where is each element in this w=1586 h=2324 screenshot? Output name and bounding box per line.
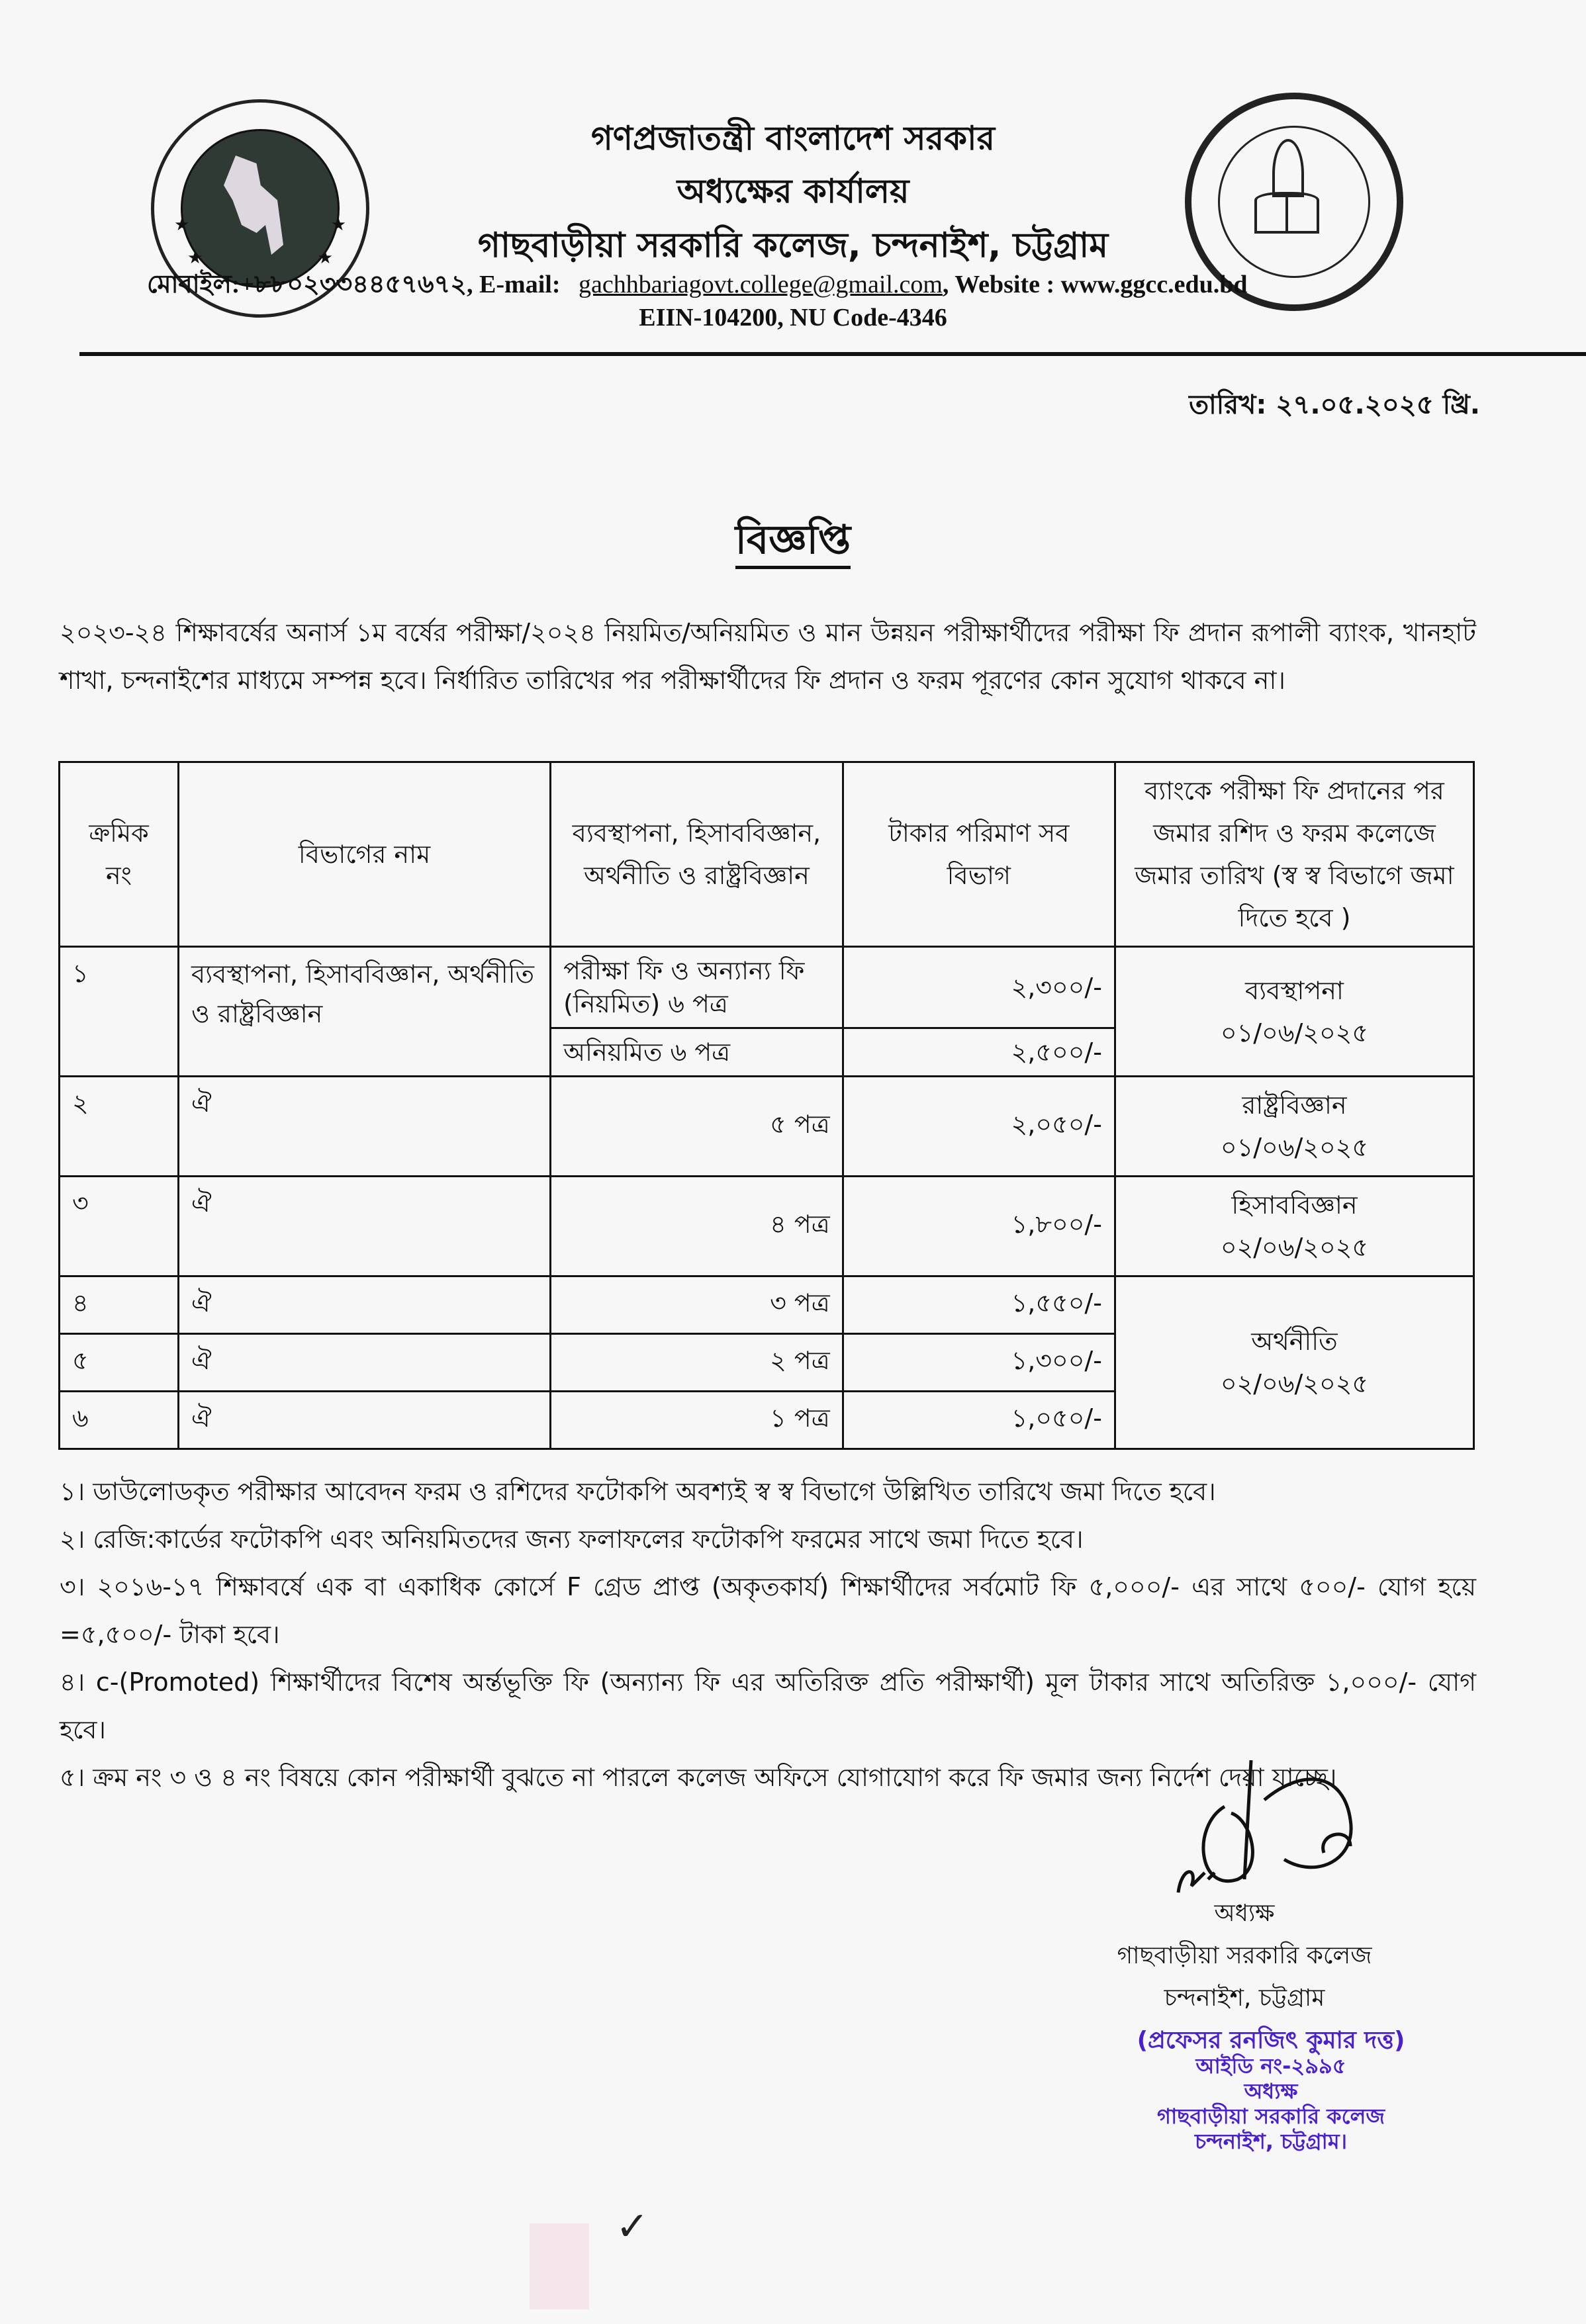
signature-scribble-icon xyxy=(1152,1760,1417,1906)
cell-papers: ৪ পত্র xyxy=(551,1177,843,1276)
official-seal-stamp xyxy=(1099,2028,1443,2154)
cell-dept: ঐ xyxy=(179,1276,551,1334)
papers-irregular: অনিয়মিত ৬ পত্র xyxy=(563,1038,731,1067)
header-subjects: ব্যবস্থাপনা, হিসাববিজ্ঞান, অর্থনীতি ও রাষ্ট্রবিজ্ঞান xyxy=(551,762,843,947)
mobile-number: মোবাইল:+৮৮০২৩৩৪৪৫৭৬৭২, xyxy=(147,271,473,298)
deadline-cell xyxy=(1115,1077,1473,1177)
cell-dept: ঐ xyxy=(179,1077,551,1177)
email-link[interactable]: gachhbariagovt.college@gmail.com xyxy=(578,271,943,298)
deadline-cell xyxy=(1115,1177,1473,1276)
cell-sl: ৫ xyxy=(60,1334,179,1392)
papers-regular: পরীক্ষা ফি ও অন্যান্য ফি (নিয়মিত) ৬ পত্র xyxy=(551,948,841,1029)
note-item: ৫। ক্রম নং ৩ ও ৪ নং বিষয়ে কোন পরীক্ষার্থী বুঝতে না পারলে কলেজ অফিসে যোগাযোগ করে ফি জমার জন্য নির্দেশ দেয়া যাচ্ছে। xyxy=(60,1763,1337,1792)
eiin-code: EIIN-104200, NU Code-4346 xyxy=(639,304,947,332)
seal-name: (প্রফেসর রনজিৎ কুমার দত্ত) xyxy=(1137,2027,1405,2054)
cell-dept: ঐ xyxy=(179,1392,551,1449)
deadline-dept: অর্থনীতি xyxy=(1251,1327,1338,1356)
cell-dept: ব্যবস্থাপনা, হিসাববিজ্ঞান, অর্থনীতি ও রাষ্ট্রবিজ্ঞান xyxy=(179,947,551,1077)
deadline-date: ০১/০৬/২০২৫ xyxy=(1220,1018,1369,1048)
cell-papers xyxy=(551,947,843,1077)
cell-papers: ২ পত্র xyxy=(551,1334,843,1392)
checkmark-icon: ✓ xyxy=(616,2204,649,2250)
cell-papers: ১ পত্র xyxy=(551,1392,843,1449)
intro-paragraph: ২০২৩-২৪ শিক্ষাবর্ষের অনার্স ১ম বর্ষের পরীক্ষা/২০২৪ নিয়মিত/অনিয়মিত ও মান উন্নয়ন পরীক্ষার্থীদের পরীক্ষা ফি প্রদান রূপালী ব্যাংক, খানহাট শাখা, চন্দনাইশের মাধ্যমে সম্পন্ন হবে। নির্ধারিত তারিখের পর পরীক্ষার্থীদের ফি প্রদান ও ফরম পূরণের কোন সুযোগ থাকবে না। xyxy=(60,618,1476,695)
deadline-date: ০১/০৬/২০২৫ xyxy=(1220,1133,1369,1162)
email-label: E-mail: xyxy=(479,271,561,298)
header-divider xyxy=(79,352,1586,356)
seal-designation: অধ্যক্ষ xyxy=(1244,2078,1298,2104)
seal-college: গাছবাড়ীয়া সরকারি কলেজ xyxy=(1156,2104,1385,2129)
cell-sl: ৩ xyxy=(60,1177,179,1276)
note-item: ৩। ২০১৬-১৭ শিক্ষাবর্ষে এক বা একাধিক কোর্সে F গ্রেড প্রাপ্ত (অকৃতকার্য) শিক্ষার্থীদের সর্বমোট ফি ৫,০০০/- এর সাথে ৫০০/- যোগ হয়ে =৫,৫০০/- টাকা হবে। xyxy=(60,1572,1476,1649)
deadline-dept: ব্যবস্থাপনা xyxy=(1244,975,1344,1005)
cell-amount: ১,৫৫০/- xyxy=(843,1276,1115,1334)
header-deadline: ব্যাংকে পরীক্ষা ফি প্রদানের পর জমার রশিদ ও ফরম কলেজে জমার তারিখ (স্ব স্ব বিভাগে জমা দিতে হবে ) xyxy=(1115,762,1473,947)
notice-date: তারিখ: ২৭.০৫.২০২৫ খ্রি. xyxy=(1189,390,1480,420)
seal-location: চন্দনাইশ, চট্টগ্রাম। xyxy=(1194,2129,1348,2154)
signatory-college: গাছবাড়ীয়া সরকারি কলেজ xyxy=(1117,1942,1372,1969)
notice-title xyxy=(0,510,1586,576)
signature-block xyxy=(1059,1893,1430,2020)
table-row xyxy=(60,1177,1474,1276)
contact-line xyxy=(147,265,1248,307)
cell-amount: ১,৩০০/- xyxy=(843,1334,1115,1392)
cell-dept: ঐ xyxy=(179,1334,551,1392)
deadline-date: ০২/০৬/২০২৫ xyxy=(1220,1369,1369,1398)
signatory-designation: অধ্যক্ষ xyxy=(1214,1900,1275,1927)
header-dept: বিভাগের নাম xyxy=(179,762,551,947)
office-name: অধ্যক্ষের কার্যালয় xyxy=(676,172,910,210)
cell-amount: ১,৮০০/- xyxy=(843,1177,1115,1276)
notes-list xyxy=(60,1468,1476,1801)
note-item: ১। ডাউলোডকৃত পরীক্ষার আবেদন ফরম ও রশিদের ফটোকপি অবশ্যই স্ব স্ব বিভাগে উল্লিখিত তারিখে জমা দিতে হবে। xyxy=(60,1477,1216,1506)
amount-irregular: ২,৫০০/- xyxy=(1011,1038,1102,1067)
fee-table xyxy=(58,761,1475,1450)
cell-amount: ১,০৫০/- xyxy=(843,1392,1115,1449)
table-row xyxy=(60,947,1474,1077)
deadline-date: ০২/০৬/২০২৫ xyxy=(1220,1233,1369,1262)
paper-stain xyxy=(530,2223,589,2309)
cell-sl: ৬ xyxy=(60,1392,179,1449)
star-icon: ★ xyxy=(330,215,346,235)
note-item: ৪। c-(Promoted) শিক্ষার্থীদের বিশেষ অর্ন্তভূক্তি ফি (অন্যান্য ফি এর অতিরিক্ত প্রতি পরীক্ষার্থী) মূল টাকার সাথে অতিরিক্ত ১,০০০/- যোগ হবে। xyxy=(60,1668,1476,1744)
cell-papers: ৫ পত্র xyxy=(551,1077,843,1177)
govt-name: গণপ্রজাতন্ত্রী বাংলাদেশ সরকার xyxy=(591,119,995,157)
deadline-dept: রাষ্ট্রবিজ্ঞান xyxy=(1242,1091,1347,1120)
note-item: ২। রেজি:কার্ডের ফটোকপি এবং অনিয়মিতদের জন্য ফলাফলের ফটোকপি ফরমের সাথে জমা দিতে হবে। xyxy=(60,1525,1084,1554)
deadline-cell xyxy=(1115,947,1473,1077)
cell-papers: ৩ পত্র xyxy=(551,1276,843,1334)
website-text: , Website : www.ggcc.edu.bd xyxy=(942,271,1248,298)
cell-sl: ৪ xyxy=(60,1276,179,1334)
star-icon: ★ xyxy=(174,215,190,235)
star-icon: ★ xyxy=(187,248,203,268)
signatory-location: চন্দনাইশ, চট্টগ্রাম xyxy=(1164,1985,1325,2012)
header-sl: ক্রমিক নং xyxy=(60,762,179,947)
table-header-row xyxy=(60,762,1474,947)
college-name: গাছবাড়ীয়া সরকারি কলেজ, চন্দনাইশ, চট্টগ্রাম xyxy=(477,226,1109,265)
cell-sl: ১ xyxy=(60,947,179,1077)
cell-amount: ২,০৫০/- xyxy=(843,1077,1115,1177)
deadline-dept: হিসাববিজ্ঞান xyxy=(1231,1190,1358,1220)
star-icon: ★ xyxy=(317,248,333,268)
table-row xyxy=(60,1276,1474,1334)
table-row xyxy=(60,1077,1474,1177)
seal-id: আইডি নং-২৯৯৫ xyxy=(1195,2053,1346,2078)
cell-dept: ঐ xyxy=(179,1177,551,1276)
cell-sl: ২ xyxy=(60,1077,179,1177)
notice-title-text: বিজ্ঞপ্তি xyxy=(735,517,851,569)
cell-amount xyxy=(843,947,1115,1077)
header-amount: টাকার পরিমাণ সব বিভাগ xyxy=(843,762,1115,947)
amount-regular: ২,৩০০/- xyxy=(844,948,1114,1029)
deadline-cell xyxy=(1115,1276,1473,1449)
